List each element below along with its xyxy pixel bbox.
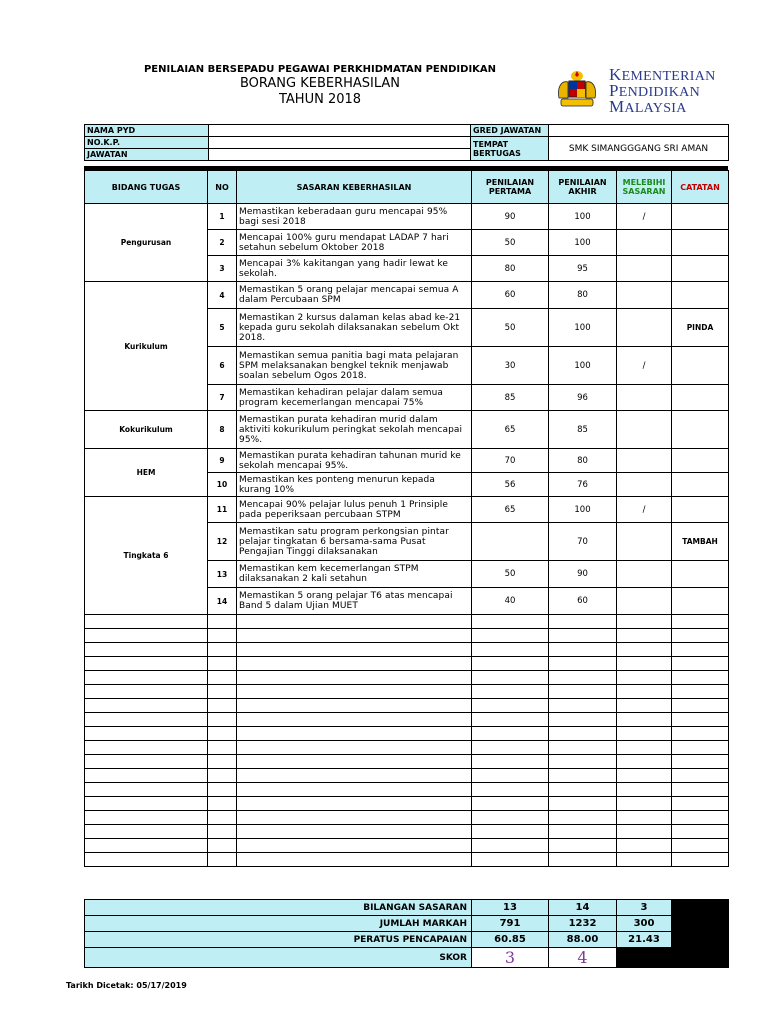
empty-cell [208,741,237,755]
empty-cell [85,783,208,797]
skor-label: SKOR [85,948,472,968]
empty-cell [85,629,208,643]
empty-cell [208,615,237,629]
bilangan-akhir: 14 [549,900,617,916]
empty-cell [85,839,208,853]
empty-row [85,699,729,713]
melebihi-sasaran-cell [617,411,672,449]
empty-cell [208,783,237,797]
empty-cell [237,713,472,727]
row-number: 9 [208,449,237,473]
empty-row [85,811,729,825]
empty-cell [617,699,672,713]
catatan-cell [672,256,729,282]
sasaran-cell: Memastikan kes ponteng menurun kepada kurang 10% [237,473,472,497]
catatan-cell [672,588,729,615]
empty-cell [549,825,617,839]
empty-cell [237,811,472,825]
header-line-1: PENILAIAN BERSEPADU PEGAWAI PERKHIDMATAN PENDIDIKAN [143,64,497,75]
empty-cell [549,783,617,797]
jumlah-akhir: 1232 [549,916,617,932]
penilaian-pertama-cell: 85 [472,385,549,411]
empty-cell [237,685,472,699]
empty-cell [672,657,729,671]
table-header-row [85,171,729,204]
tempat-bertugas-value: SMK SIMANGGGANG SRI AMAN [549,137,729,161]
penilaian-akhir-cell: 85 [549,411,617,449]
catatan-cell [672,282,729,309]
empty-cell [85,853,208,867]
empty-cell [208,853,237,867]
form-title: BORANG KEBERHASILAN [239,76,401,91]
empty-cell [85,643,208,657]
row-number: 4 [208,282,237,309]
penilaian-pertama-cell: 40 [472,588,549,615]
logo-word-2: PENDIDIKAN [609,81,701,100]
catatan-cell [672,497,729,523]
empty-cell [237,727,472,741]
catatan-cell [672,411,729,449]
print-date: Tarikh Dicetak: 05/17/2019 [66,981,187,990]
empty-cell [617,671,672,685]
empty-row [85,657,729,671]
gred-jawatan-value [549,125,729,137]
sasaran-cell: Memastikan keberadaan guru mencapai 95% bagi sesi 2018 [237,204,472,230]
empty-cell [549,699,617,713]
empty-row [85,741,729,755]
row-number: 6 [208,347,237,385]
empty-cell [672,755,729,769]
melebihi-sasaran-cell [617,282,672,309]
sasaran-cell: Memastikan 5 orang pelajar mencapai semua A dalam Percubaan SPM [237,282,472,309]
empty-cell [549,671,617,685]
empty-cell [208,839,237,853]
empty-cell [472,615,549,629]
empty-cell [237,643,472,657]
empty-cell [672,629,729,643]
row-number: 11 [208,497,237,523]
summary-row-bilangan [85,900,729,916]
summary-row-skor [85,948,729,968]
bilangan-pertama: 13 [472,900,549,916]
empty-cell [472,699,549,713]
summary-black-cell [672,932,729,948]
penilaian-pertama-cell: 30 [472,347,549,385]
empty-cell [617,783,672,797]
empty-cell [672,685,729,699]
sasaran-cell: Memastikan kem kecemerlangan STPM dilaksanakan 2 kali setahun [237,561,472,588]
empty-cell [237,783,472,797]
empty-cell [85,657,208,671]
empty-cell [237,741,472,755]
empty-cell [549,811,617,825]
empty-cell [472,685,549,699]
empty-cell [672,615,729,629]
melebihi-sasaran-cell: / [617,204,672,230]
row-number: 3 [208,256,237,282]
tempat-label-line2: BERTUGAS [473,148,521,158]
sasaran-cell: Memastikan semua panitia bagi mata pelajaran SPM melaksanakan bengkel teknik menjawab soalan sebelum Ogos 2018. [237,347,472,385]
empty-cell [208,671,237,685]
empty-cell [237,755,472,769]
empty-cell [549,657,617,671]
penilaian-akhir-cell: 80 [549,449,617,473]
penilaian-akhir-cell: 95 [549,256,617,282]
summary-row-peratus [85,932,729,948]
nama-pyd-value [209,125,471,137]
empty-row [85,797,729,811]
peratus-pertama: 60.85 [472,932,549,948]
empty-cell [208,727,237,741]
melebihi-sasaran-cell: / [617,497,672,523]
empty-cell [549,727,617,741]
sasaran-cell: Mencapai 100% guru mendapat LADAP 7 hari setahun sebelum Oktober 2018 [237,230,472,256]
empty-cell [208,685,237,699]
summary-row-jumlah [85,916,729,932]
empty-cell [549,741,617,755]
penilaian-akhir-cell: 100 [549,309,617,347]
table-row [85,282,729,309]
catatan-cell: PINDA [672,309,729,347]
melebihi-sasaran-cell [617,230,672,256]
coat-of-arms-icon [553,68,601,110]
empty-cell [617,839,672,853]
melebihi-sasaran-cell [617,256,672,282]
melebihi-sasaran-cell [617,473,672,497]
empty-cell [672,769,729,783]
penilaian-akhir-cell: 100 [549,230,617,256]
empty-row [85,685,729,699]
penilaian-pertama-cell: 80 [472,256,549,282]
empty-cell [85,727,208,741]
penilaian-akhir-cell: 76 [549,473,617,497]
empty-row [85,853,729,867]
empty-cell [549,839,617,853]
peratus-pencapaian-label: PERATUS PENCAPAIAN [85,932,472,948]
melebihi-sasaran-cell [617,588,672,615]
logo-word-1: KEMENTERIAN [609,65,716,84]
empty-cell [208,643,237,657]
empty-row [85,755,729,769]
empty-cell [617,797,672,811]
row-number: 14 [208,588,237,615]
empty-cell [472,657,549,671]
empty-cell [672,783,729,797]
catatan-cell [672,561,729,588]
empty-cell [617,657,672,671]
nokp-label: NO.K.P. [85,137,209,149]
sasaran-cell: Memastikan 5 orang pelajar T6 atas mencapai Band 5 dalam Ujian MUET [237,588,472,615]
empty-cell [472,755,549,769]
empty-cell [617,629,672,643]
col-melebihi-sasaran: MELEBIHI SASARAN [617,171,672,204]
tempat-bertugas-label [471,137,549,161]
empty-cell [617,755,672,769]
catatan-cell [672,347,729,385]
empty-cell [617,741,672,755]
empty-row [85,839,729,853]
empty-cell [672,797,729,811]
sasaran-cell: Memastikan kehadiran pelajar dalam semua program kecemerlangan mencapai 75% [237,385,472,411]
empty-cell [208,755,237,769]
empty-cell [85,713,208,727]
sasaran-cell: Mencapai 90% pelajar lulus penuh 1 Prinsiple pada peperiksaan percubaan STPM [237,497,472,523]
empty-cell [617,811,672,825]
empty-cell [472,713,549,727]
penilaian-pertama-cell: 50 [472,230,549,256]
sasaran-cell: Memastikan purata kehadiran murid dalam aktiviti kokurikulum peringkat sekolah mencapai 95%. [237,411,472,449]
logo-word-3: MALAYSIA [609,97,687,116]
empty-cell [617,825,672,839]
table-row [85,449,729,473]
empty-cell [85,825,208,839]
penilaian-pertama-cell: 65 [472,497,549,523]
empty-cell [472,769,549,783]
empty-cell [617,615,672,629]
melebihi-sasaran-cell [617,385,672,411]
bidang-tugas-cell: Kurikulum [85,282,208,411]
empty-cell [208,657,237,671]
empty-cell [85,671,208,685]
form-year: TAHUN 2018 [278,92,362,107]
empty-cell [672,825,729,839]
empty-cell [549,797,617,811]
empty-cell [208,629,237,643]
empty-row [85,713,729,727]
empty-cell [617,685,672,699]
catatan-cell [672,204,729,230]
empty-cell [237,629,472,643]
empty-cell [617,853,672,867]
empty-cell [472,797,549,811]
empty-cell [672,643,729,657]
empty-cell [85,797,208,811]
nokp-value [209,137,471,149]
empty-cell [617,727,672,741]
empty-cell [472,783,549,797]
empty-cell [237,797,472,811]
penilaian-akhir-cell: 60 [549,588,617,615]
row-number: 2 [208,230,237,256]
col-bidang-tugas: BIDANG TUGAS [85,171,208,204]
empty-cell [237,825,472,839]
penilaian-pertama-cell: 50 [472,309,549,347]
empty-cell [85,755,208,769]
empty-cell [549,629,617,643]
col-no: NO [208,171,237,204]
empty-cell [208,769,237,783]
summary-black-cell [672,916,729,932]
empty-cell [549,713,617,727]
empty-cell [237,853,472,867]
col-sasaran: SASARAN KEBERHASILAN [237,171,472,204]
melebihi-sasaran-cell [617,561,672,588]
summary-black-cell [672,948,729,968]
penilaian-pertama-cell: 56 [472,473,549,497]
row-number: 7 [208,385,237,411]
bidang-tugas-cell: HEM [85,449,208,497]
empty-cell [672,853,729,867]
catatan-cell [672,230,729,256]
sasaran-cell: Memastikan purata kehadiran tahunan murid ke sekolah mencapai 95%. [237,449,472,473]
penilaian-akhir-cell: 70 [549,523,617,561]
empty-row [85,629,729,643]
penilaian-pertama-cell: 50 [472,561,549,588]
empty-cell [617,713,672,727]
penilaian-akhir-cell: 96 [549,385,617,411]
empty-cell [85,699,208,713]
empty-cell [208,699,237,713]
bidang-tugas-cell: Kokurikulum [85,411,208,449]
empty-cell [237,671,472,685]
catatan-cell [672,385,729,411]
document-header [0,64,640,107]
empty-cell [672,713,729,727]
empty-cell [208,811,237,825]
tempat-label-line1: TEMPAT [473,139,509,149]
table-row [85,497,729,523]
catatan-cell: TAMBAH [672,523,729,561]
empty-cell [472,629,549,643]
penilaian-akhir-cell: 100 [549,204,617,230]
col-catatan: CATATAN [672,171,729,204]
empty-cell [85,811,208,825]
skor-pertama: 3 [472,948,549,968]
catatan-cell [672,449,729,473]
jumlah-melebihi: 300 [617,916,672,932]
row-number: 12 [208,523,237,561]
empty-cell [237,769,472,783]
table-row [85,411,729,449]
jawatan-value [209,149,471,161]
empty-cell [85,741,208,755]
penilaian-akhir-cell: 100 [549,347,617,385]
bilangan-melebihi: 3 [617,900,672,916]
empty-cell [672,699,729,713]
empty-cell [472,671,549,685]
empty-cell [85,685,208,699]
penilaian-akhir-cell: 80 [549,282,617,309]
row-number: 1 [208,204,237,230]
empty-cell [549,769,617,783]
jumlah-pertama: 791 [472,916,549,932]
empty-cell [617,769,672,783]
empty-cell [617,643,672,657]
col-penilaian-pertama: PENILAIAN PERTAMA [472,171,549,204]
penilaian-pertama-cell: 65 [472,411,549,449]
row-number: 10 [208,473,237,497]
summary-block [84,899,729,968]
empty-row [85,643,729,657]
empty-cell [672,741,729,755]
empty-cell [472,643,549,657]
row-number: 8 [208,411,237,449]
ministry-wordmark [609,65,716,116]
empty-cell [549,853,617,867]
empty-row [85,783,729,797]
empty-row [85,671,729,685]
info-block [84,124,729,161]
penilaian-pertama-cell: 60 [472,282,549,309]
bilangan-sasaran-label: BILANGAN SASARAN [85,900,472,916]
row-number: 13 [208,561,237,588]
empty-row [85,615,729,629]
penilaian-pertama-cell: 90 [472,204,549,230]
empty-cell [237,699,472,713]
summary-black-cell [617,948,672,968]
empty-cell [472,853,549,867]
empty-cell [549,685,617,699]
empty-cell [472,811,549,825]
empty-cell [208,797,237,811]
empty-cell [549,755,617,769]
bidang-tugas-cell: Pengurusan [85,204,208,282]
nama-pyd-label: NAMA PYD [85,125,209,137]
empty-cell [237,657,472,671]
ministry-logo [553,65,743,116]
row-number: 5 [208,309,237,347]
empty-cell [472,741,549,755]
penilaian-akhir-cell: 100 [549,497,617,523]
empty-cell [672,839,729,853]
peratus-akhir: 88.00 [549,932,617,948]
table-row [85,204,729,230]
empty-cell [672,671,729,685]
outcome-table [84,170,729,867]
empty-cell [672,727,729,741]
empty-cell [472,727,549,741]
empty-cell [85,769,208,783]
bidang-tugas-cell: Tingkata 6 [85,497,208,615]
empty-cell [472,839,549,853]
empty-row [85,825,729,839]
empty-cell [208,713,237,727]
melebihi-sasaran-cell [617,309,672,347]
col-penilaian-akhir: PENILAIAN AKHIR [549,171,617,204]
melebihi-sasaran-cell: / [617,347,672,385]
penilaian-pertama-cell: 70 [472,449,549,473]
sasaran-cell: Memastikan 2 kursus dalaman kelas abad ke-21 kepada guru sekolah dilaksanakan sebelum Okt 2018. [237,309,472,347]
penilaian-pertama-cell [472,523,549,561]
table-body [85,204,729,867]
penilaian-akhir-cell: 90 [549,561,617,588]
sasaran-cell: Memastikan satu program perkongsian pintar pelajar tingkatan 6 bersama-sama Pusat Pengajian Tinggi dilaksanakan [237,523,472,561]
empty-cell [549,615,617,629]
peratus-melebihi: 21.43 [617,932,672,948]
melebihi-sasaran-cell [617,449,672,473]
jawatan-label: JAWATAN [85,149,209,161]
skor-akhir: 4 [549,948,617,968]
jumlah-markah-label: JUMLAH MARKAH [85,916,472,932]
summary-black-cell [672,900,729,916]
empty-cell [672,811,729,825]
empty-cell [549,643,617,657]
empty-cell [472,825,549,839]
empty-cell [85,615,208,629]
empty-row [85,727,729,741]
melebihi-sasaran-cell [617,523,672,561]
empty-cell [237,839,472,853]
empty-row [85,769,729,783]
empty-cell [208,825,237,839]
empty-cell [237,615,472,629]
catatan-cell [672,473,729,497]
sasaran-cell: Mencapai 3% kakitangan yang hadir lewat ke sekolah. [237,256,472,282]
gred-jawatan-label: GRED JAWATAN [471,125,549,137]
